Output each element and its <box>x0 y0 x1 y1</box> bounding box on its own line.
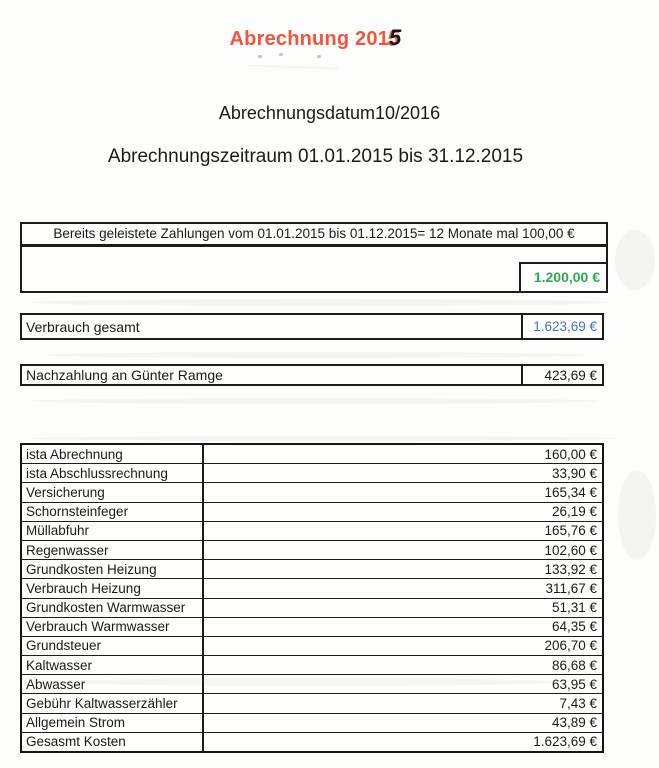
cost-table-row <box>22 637 602 656</box>
cost-item-value: 160,00 € <box>544 446 597 462</box>
cost-item-value: 102,60 € <box>544 542 597 558</box>
cost-table-row <box>22 445 602 464</box>
cost-item-label: Müllabfuhr <box>22 522 204 540</box>
cost-item-value: 165,76 € <box>544 523 597 539</box>
payments-total-value: 1.200,00 € <box>519 262 608 293</box>
cost-item-label: Kaltwasser <box>22 656 204 674</box>
cost-item-value: 64,35 € <box>551 619 597 635</box>
cost-table <box>20 443 604 753</box>
cost-item-value: 1.623,69 € <box>533 734 597 750</box>
scan-shadow <box>45 352 585 358</box>
cost-table-row <box>22 503 602 522</box>
cost-item-label: Grundkosten Heizung <box>22 560 204 578</box>
cost-item-label: Allgemein Strom <box>22 714 204 732</box>
summary-row-label: Verbrauch gesamt <box>26 318 140 335</box>
whiteout-remnant-dot <box>258 55 262 58</box>
cost-item-label: Gesasmt Kosten <box>22 733 204 751</box>
cost-item-label: Schornsteinfeger <box>22 503 204 521</box>
page-title-handwritten-digit: 5 <box>389 25 402 50</box>
whiteout-remnant-dot <box>279 53 283 56</box>
summary-row-label: Nachzahlung an Günter Ramge <box>26 367 223 383</box>
billing-period-line: Abrechnungszeitraum 01.01.2015 bis 31.12.2015 <box>107 146 524 167</box>
cost-item-value: 26,19 € <box>551 504 597 520</box>
cost-item-label: Verbrauch Warmwasser <box>22 618 204 636</box>
page-title <box>0 25 645 51</box>
cost-item-value: 311,67 € <box>545 580 597 596</box>
cost-item-value: 33,90 € <box>551 465 597 481</box>
cost-item-label: Grundsteuer <box>22 637 204 655</box>
cost-item-value: 133,92 € <box>544 561 597 577</box>
cost-item-value: 86,68 € <box>551 657 597 673</box>
cost-item-value: 51,31 € <box>551 600 597 616</box>
summary-row-value: 1.623,69 € <box>521 315 602 338</box>
cost-table-row <box>22 714 602 733</box>
cost-item-label: Verbrauch Heizung <box>22 579 204 597</box>
cost-item-label: Grundkosten Warmwasser <box>22 599 204 617</box>
cost-table-row <box>22 694 602 713</box>
cost-table-row <box>22 464 602 483</box>
cost-table-row <box>22 541 602 560</box>
cost-table-row <box>22 483 602 502</box>
summary-row-value: 423,69 € <box>521 366 602 384</box>
summary-row <box>20 313 604 340</box>
cost-table-row <box>22 599 602 618</box>
cost-table-row <box>22 675 602 694</box>
payments-made-box <box>20 222 608 293</box>
cost-item-label: Regenwasser <box>22 541 204 559</box>
page-title-printed: Abrechnung 201 <box>229 28 390 50</box>
billing-date-line: Abrechnungsdatum10/2016 <box>218 103 441 123</box>
cost-item-label: ista Abrechnung <box>22 445 204 463</box>
scan-shadow <box>28 436 618 441</box>
cost-table-row <box>22 618 602 637</box>
cost-item-value: 63,95 € <box>551 676 597 692</box>
cost-item-label: ista Abschlussrechnung <box>22 464 204 482</box>
cost-item-label: Versicherung <box>22 483 204 501</box>
cost-item-value: 43,89 € <box>551 715 597 731</box>
cost-item-value: 165,34 € <box>544 484 597 500</box>
cost-table-row <box>22 656 602 675</box>
cost-item-label: Abwasser <box>22 675 204 693</box>
cost-item-value: 7,43 € <box>559 696 597 712</box>
whiteout-smear <box>248 64 338 69</box>
scan-shadow <box>618 470 656 560</box>
cost-table-row <box>22 579 602 598</box>
cost-item-value: 206,70 € <box>544 638 597 654</box>
payments-made-header: Bereits geleistete Zahlungen vom 01.01.2015 bis 01.12.2015= 12 Monate mal 100,00 € <box>22 224 606 247</box>
scan-shadow <box>30 299 610 306</box>
cost-table-row <box>22 733 602 751</box>
summary-row <box>20 364 604 386</box>
scan-shadow <box>615 230 655 290</box>
cost-item-label: Gebühr Kaltwasserzähler <box>22 694 204 712</box>
whiteout-remnant-dot <box>317 55 321 58</box>
cost-table-row <box>22 560 602 579</box>
cost-table-row <box>22 522 602 541</box>
scan-shadow <box>30 398 600 404</box>
